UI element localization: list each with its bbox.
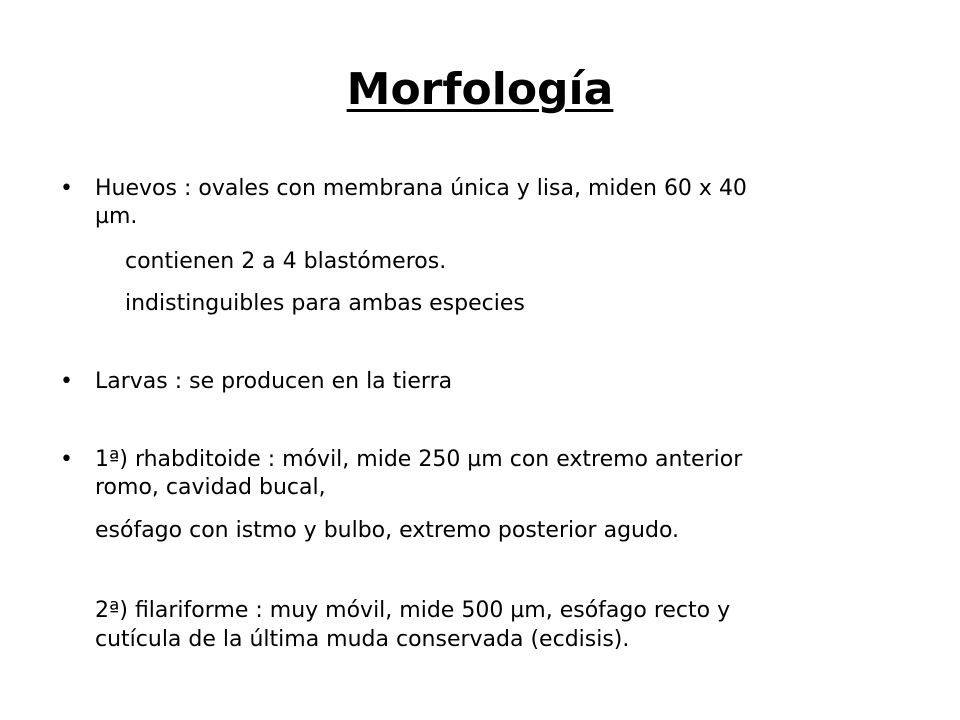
huevos-line-1: Huevos : ovales con membrana única y lisa, miden 60 x 40 xyxy=(95,176,747,201)
rhabditoide-line-2: romo, cavidad bucal, xyxy=(95,475,326,500)
filariforme-line-1: 2ª) filariforme : muy móvil, mide 500 µm, esófago recto y xyxy=(95,598,731,623)
huevos-sub-1: contienen 2 a 4 blastómeros. xyxy=(125,249,447,274)
larvas-line-1: Larvas : se producen en la tierra xyxy=(95,369,453,394)
filariforme-line-2: cutícula de la última muda conservada (ecdisis). xyxy=(95,627,630,652)
slide-title: Morfología xyxy=(346,64,614,115)
huevos-sub-2: indistinguibles para ambas especies xyxy=(125,291,525,316)
rhabditoide-line-1: 1ª) rhabditoide : móvil, mide 250 µm con extremo anterior xyxy=(95,447,743,472)
rhabditoide-line-3: esófago con istmo y bulbo, extremo posterior agudo. xyxy=(95,518,680,543)
bullet-icon: • xyxy=(60,369,73,394)
huevos-line-2: µm. xyxy=(95,204,138,229)
bullet-icon: • xyxy=(60,447,73,472)
bullet-icon: • xyxy=(60,176,73,201)
